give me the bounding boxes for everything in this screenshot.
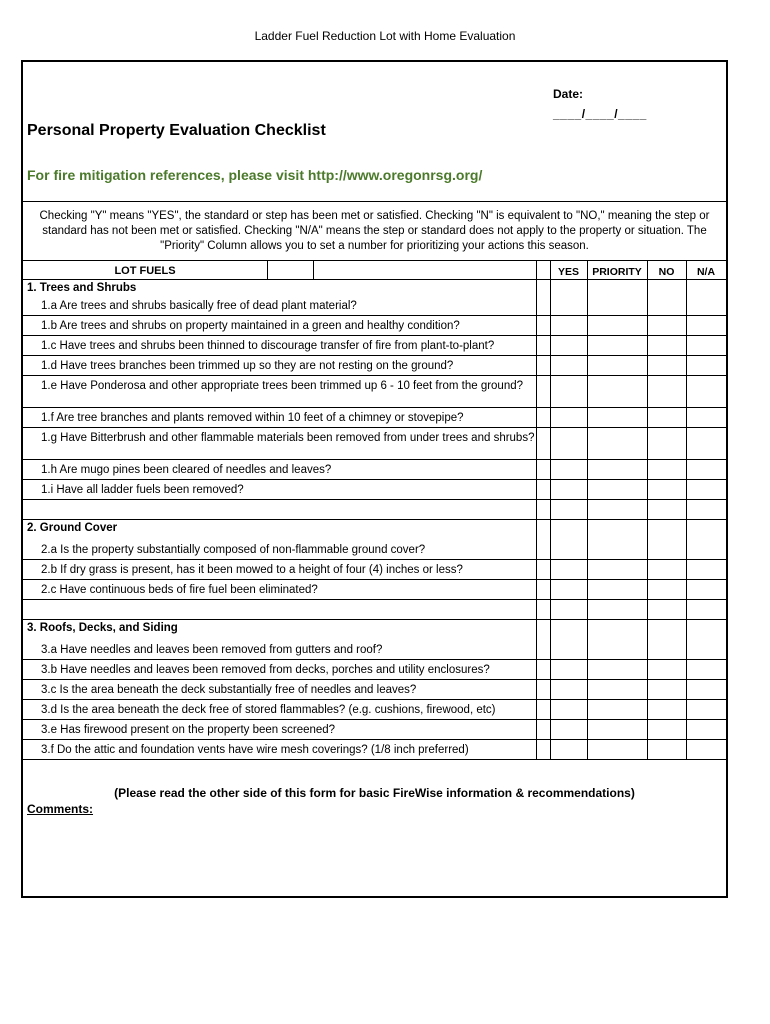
question-text: 2.a Is the property substantially composed of non-flammable ground cover? (41, 544, 426, 556)
na-checkbox-cell[interactable] (687, 680, 726, 699)
document-header-title: Ladder Fuel Reduction Lot with Home Evaluation (254, 29, 516, 43)
na-checkbox-cell[interactable] (687, 296, 726, 315)
priority-input-cell[interactable] (588, 540, 647, 559)
date-field[interactable]: ____/____/____ (553, 107, 647, 121)
question-text: 3.f Do the attic and foundation vents have wire mesh coverings? (1/8 inch preferred) (41, 744, 469, 756)
table-header-row (23, 260, 726, 280)
priority-input-cell[interactable] (588, 640, 647, 659)
yes-checkbox-cell[interactable] (551, 560, 587, 579)
priority-input-cell[interactable] (588, 660, 647, 679)
table-row (23, 336, 726, 356)
lot-fuels-header: LOT FUELS (114, 265, 176, 277)
yes-checkbox-cell[interactable] (551, 720, 587, 739)
table-row (23, 540, 726, 560)
na-checkbox-cell[interactable] (687, 540, 726, 559)
blank-row (23, 500, 726, 520)
yes-checkbox-cell[interactable] (551, 428, 587, 459)
no-checkbox-cell[interactable] (648, 540, 686, 559)
question-text: 3.d Is the area beneath the deck free of stored flammables? (e.g. cushions, firewood, etc) (41, 704, 496, 716)
priority-input-cell[interactable] (588, 720, 647, 739)
form-title: Personal Property Evaluation Checklist (27, 122, 326, 139)
table-row (23, 428, 726, 460)
table-row (23, 720, 726, 740)
na-checkbox-cell[interactable] (687, 428, 726, 459)
na-checkbox-cell[interactable] (687, 560, 726, 579)
table-row (23, 700, 726, 720)
no-checkbox-cell[interactable] (648, 580, 686, 599)
priority-input-cell[interactable] (588, 336, 647, 355)
priority-input-cell[interactable] (588, 408, 647, 427)
yes-checkbox-cell[interactable] (551, 660, 587, 679)
no-checkbox-cell[interactable] (648, 356, 686, 375)
na-checkbox-cell[interactable] (687, 660, 726, 679)
question-text (27, 500, 547, 519)
date-label: Date: (553, 87, 584, 101)
yes-checkbox-cell[interactable] (551, 316, 587, 335)
priority-input-cell[interactable] (588, 316, 647, 335)
no-checkbox-cell[interactable] (648, 740, 686, 759)
yes-checkbox-cell[interactable] (551, 480, 587, 499)
yes-checkbox-cell[interactable] (551, 296, 587, 315)
priority-input-cell[interactable] (588, 560, 647, 579)
table-row (23, 480, 726, 500)
yes-checkbox-cell[interactable] (551, 376, 587, 407)
section-header-row (23, 280, 726, 296)
no-checkbox-cell[interactable] (648, 296, 686, 315)
question-text: 1.a Are trees and shrubs basically free of dead plant material? (41, 300, 357, 312)
question-text (27, 600, 547, 619)
na-checkbox-cell[interactable] (687, 740, 726, 759)
question-text: 1.i Have all ladder fuels been removed? (41, 484, 244, 496)
section-title: 2. Ground Cover (27, 522, 118, 534)
na-column-header: N/A (696, 266, 716, 278)
table-row (23, 356, 726, 376)
question-text: 1.f Are tree branches and plants removed within 10 feet of a chimney or stovepipe? (41, 412, 464, 424)
no-checkbox-cell[interactable] (648, 560, 686, 579)
yes-checkbox-cell[interactable] (551, 580, 587, 599)
na-checkbox-cell[interactable] (687, 376, 726, 407)
no-checkbox-cell[interactable] (648, 316, 686, 335)
priority-input-cell[interactable] (588, 356, 647, 375)
section-title: 3. Roofs, Decks, and Siding (27, 622, 178, 634)
no-checkbox-cell[interactable] (648, 720, 686, 739)
question-text: 3.e Has firewood present on the property been screened? (41, 724, 336, 736)
na-checkbox-cell[interactable] (687, 640, 726, 659)
question-text: 3.c Is the area beneath the deck substantially free of needles and leaves? (41, 684, 417, 696)
table-row (23, 680, 726, 700)
no-checkbox-cell[interactable] (648, 376, 686, 407)
na-checkbox-cell[interactable] (687, 408, 726, 427)
footer-note: (Please read the other side of this form for basic FireWise information & recommendations) (114, 786, 635, 800)
yes-checkbox-cell[interactable] (551, 680, 587, 699)
na-checkbox-cell[interactable] (687, 460, 726, 479)
table-row (23, 316, 726, 336)
table-row (23, 408, 726, 428)
question-text: 3.a Have needles and leaves been removed from gutters and roof? (41, 644, 383, 656)
na-checkbox-cell[interactable] (687, 700, 726, 719)
no-checkbox-cell[interactable] (648, 408, 686, 427)
priority-input-cell[interactable] (588, 428, 647, 459)
table-row (23, 560, 726, 580)
question-text: 1.h Are mugo pines been cleared of needles and leaves? (41, 464, 332, 476)
question-text: 2.c Have continuous beds of fire fuel been eliminated? (41, 584, 318, 596)
yes-checkbox-cell[interactable] (551, 408, 587, 427)
priority-input-cell[interactable] (588, 680, 647, 699)
no-checkbox-cell[interactable] (648, 336, 686, 355)
no-checkbox-cell[interactable] (648, 660, 686, 679)
priority-input-cell[interactable] (588, 460, 647, 479)
yes-checkbox-cell[interactable] (551, 700, 587, 719)
yes-checkbox-cell[interactable] (551, 640, 587, 659)
yes-checkbox-cell[interactable] (551, 540, 587, 559)
yes-checkbox-cell[interactable] (551, 740, 587, 759)
section-header-row (23, 620, 726, 640)
section-title: 1. Trees and Shrubs (27, 282, 137, 294)
question-text: 1.d Have trees branches been trimmed up so they are not resting on the ground? (41, 360, 454, 372)
table-row (23, 460, 726, 480)
no-checkbox-cell[interactable] (648, 428, 686, 459)
no-column-header: NO (658, 266, 675, 278)
divider (23, 201, 726, 202)
no-checkbox-cell[interactable] (648, 700, 686, 719)
priority-input-cell[interactable] (588, 480, 647, 499)
na-checkbox-cell[interactable] (687, 356, 726, 375)
table-row (23, 740, 726, 760)
table-row (23, 640, 726, 660)
comments-label: Comments: (27, 802, 94, 816)
no-checkbox-cell[interactable] (648, 480, 686, 499)
question-text: 2.b If dry grass is present, has it been mowed to a height of four (4) inches or less? (41, 564, 463, 576)
no-checkbox-cell[interactable] (648, 640, 686, 659)
na-checkbox-cell[interactable] (687, 480, 726, 499)
blank-row (23, 600, 726, 620)
yes-column-header: YES (557, 266, 579, 278)
no-checkbox-cell[interactable] (648, 680, 686, 699)
instructions-text: Checking "Y" means "YES", the standard or step has been met or satisfied. Checking "N" is equivalent to "NO," meaning the step or standard has not been met or satisfied. Checking "N/A" means the step or standard does not apply to the property or situation. The "Priority" Column allows you to set a number for prioritizing your actions this season. (39, 210, 710, 252)
table-row (23, 376, 726, 408)
priority-column-header: PRIORITY (592, 266, 642, 278)
reference-link[interactable]: For fire mitigation references, please visit http://www.oregonrsg.org/ (27, 167, 483, 183)
priority-input-cell[interactable] (588, 376, 647, 407)
na-checkbox-cell[interactable] (687, 336, 726, 355)
table-row (23, 580, 726, 600)
checklist-form (21, 60, 728, 898)
question-text: 1.b Are trees and shrubs on property maintained in a green and healthy condition? (41, 320, 460, 332)
question-text: 1.c Have trees and shrubs been thinned to discourage transfer of fire from plant-to-plant? (41, 340, 495, 352)
priority-input-cell[interactable] (588, 296, 647, 315)
no-checkbox-cell[interactable] (648, 460, 686, 479)
table-row (23, 296, 726, 316)
yes-checkbox-cell[interactable] (551, 460, 587, 479)
priority-input-cell[interactable] (588, 580, 647, 599)
yes-checkbox-cell[interactable] (551, 356, 587, 375)
yes-checkbox-cell[interactable] (551, 336, 587, 355)
question-text: 1.e Have Ponderosa and other appropriate trees been trimmed up 6 - 10 feet from the ground? (41, 380, 524, 392)
question-text: 3.b Have needles and leaves been removed from decks, porches and utility enclosures? (41, 664, 490, 676)
section-header-row (23, 520, 726, 540)
question-text: 1.g Have Bitterbrush and other flammable materials been removed from under trees and shrubs? (41, 432, 535, 444)
priority-input-cell[interactable] (588, 700, 647, 719)
na-checkbox-cell[interactable] (687, 580, 726, 599)
priority-input-cell[interactable] (588, 740, 647, 759)
na-checkbox-cell[interactable] (687, 316, 726, 335)
table-row (23, 660, 726, 680)
checklist-table (23, 260, 726, 760)
na-checkbox-cell[interactable] (687, 720, 726, 739)
